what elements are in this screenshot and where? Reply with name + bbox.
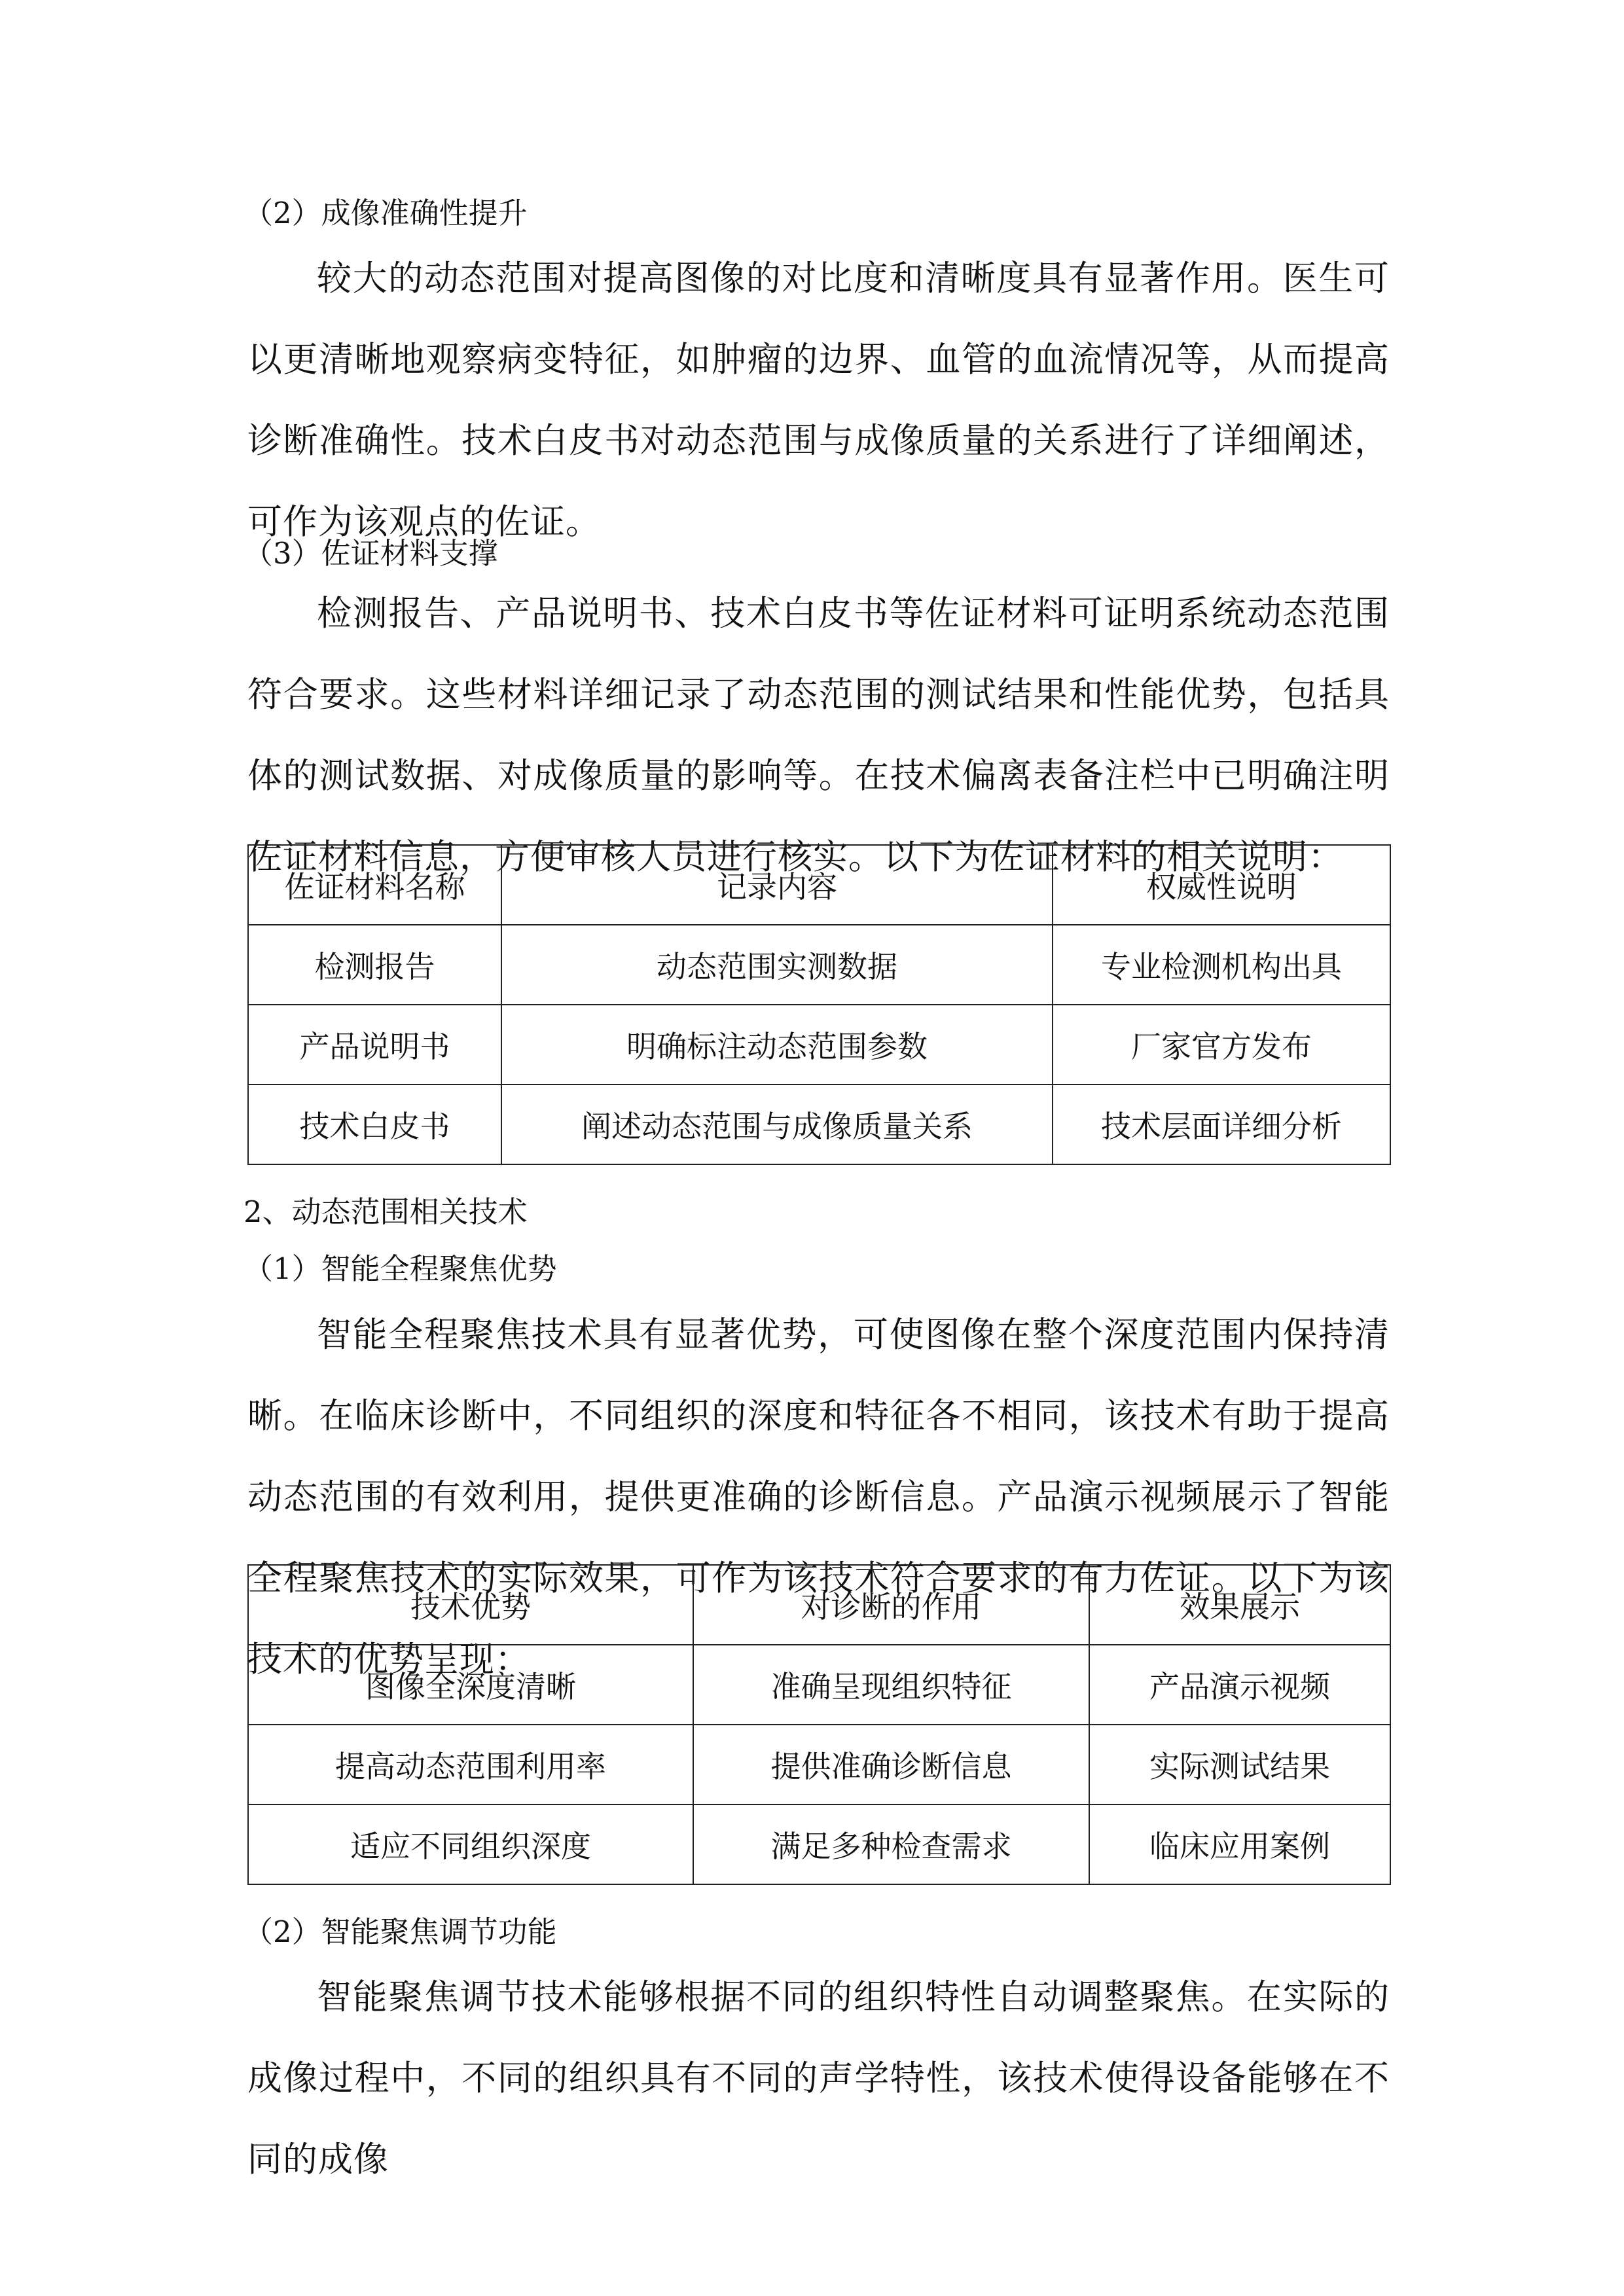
- table-cell: 适应不同组织深度: [248, 1804, 693, 1884]
- table-header-cell: 对诊断的作用: [693, 1565, 1089, 1645]
- table-cell: 明确标注动态范围参数: [501, 1005, 1053, 1085]
- table-cell: 阐述动态范围与成像质量关系: [501, 1085, 1053, 1164]
- table-cell: 提供准确诊断信息: [693, 1725, 1089, 1804]
- table-row: [248, 1085, 1390, 1164]
- table-header-cell: 佐证材料名称: [248, 845, 501, 925]
- subheading-supporting-materials: （3）佐证材料支撑: [244, 536, 498, 571]
- table-cell: 提高动态范围利用率: [248, 1725, 693, 1804]
- table-cell: 准确呈现组织特征: [693, 1645, 1089, 1725]
- table-cell: 满足多种检查需求: [693, 1804, 1089, 1884]
- table-header-cell: 技术优势: [248, 1565, 693, 1645]
- table-cell: 厂家官方发布: [1053, 1005, 1390, 1085]
- table-cell: 技术层面详细分析: [1053, 1085, 1390, 1164]
- table-row: [248, 1005, 1390, 1085]
- table-cell: 产品说明书: [248, 1005, 501, 1085]
- table-header-cell: 记录内容: [501, 845, 1053, 925]
- table-cell: 图像全深度清晰: [248, 1645, 693, 1725]
- subheading-imaging-accuracy: （2）成像准确性提升: [244, 196, 528, 230]
- technology-advantages-table: [247, 1564, 1391, 1885]
- supporting-materials-table: [247, 844, 1391, 1165]
- subheading-smart-focus-adjust: （2）智能聚焦调节功能: [244, 1914, 557, 1949]
- table-cell: 动态范围实测数据: [501, 925, 1053, 1005]
- paragraph-smart-full-focus: 智能全程聚焦技术具有显著优势，可使图像在整个深度范围内保持清晰。在临床诊断中，不同组织的深度和特征各不相同，该技术有助于提高动态范围的有效利用，提供更准确的诊断信息。产品演示视频展示了智能全程聚焦技术的实际效果，可作为该技术符合要求的有力佐证。以下为该技术的优势呈现：: [247, 1315, 1390, 1679]
- table-header-row: [248, 845, 1390, 925]
- table-row: [248, 1725, 1390, 1804]
- table-cell: 临床应用案例: [1089, 1804, 1390, 1884]
- table-row: [248, 1645, 1390, 1725]
- table-cell: 检测报告: [248, 925, 501, 1005]
- table-header-cell: 效果展示: [1089, 1565, 1390, 1645]
- table-row: [248, 925, 1390, 1005]
- table-cell: 专业检测机构出具: [1053, 925, 1390, 1005]
- table-header-cell: 权威性说明: [1053, 845, 1390, 925]
- paragraph-supporting-materials: 检测报告、产品说明书、技术白皮书等佐证材料可证明系统动态范围符合要求。这些材料详细记录了动态范围的测试结果和性能优势，包括具体的测试数据、对成像质量的影响等。在技术偏离表备注栏中已明确注明佐证材料信息，方便审核人员进行核实。以下为佐证材料的相关说明：: [247, 594, 1390, 877]
- subheading-smart-full-focus: （1）智能全程聚焦优势: [244, 1251, 557, 1286]
- table-row: [248, 1804, 1390, 1884]
- table-cell: 技术白皮书: [248, 1085, 501, 1164]
- paragraph-smart-focus-adjust: 智能聚焦调节技术能够根据不同的组织特性自动调整聚焦。在实际的成像过程中，不同的组织具有不同的声学特性，该技术使得设备能够在不同的成像: [247, 1977, 1390, 2179]
- table-cell: 实际测试结果: [1089, 1725, 1390, 1804]
- section-title-dynamic-range-tech: 2、动态范围相关技术: [244, 1194, 528, 1229]
- table-cell: 产品演示视频: [1089, 1645, 1390, 1725]
- table-header-row: [248, 1565, 1390, 1645]
- paragraph-imaging-accuracy: 较大的动态范围对提高图像的对比度和清晰度具有显著作用。医生可以更清晰地观察病变特征，如肿瘤的边界、血管的血流情况等，从而提高诊断准确性。技术白皮书对动态范围与成像质量的关系进行了详细阐述，可作为该观点的佐证。: [247, 259, 1390, 542]
